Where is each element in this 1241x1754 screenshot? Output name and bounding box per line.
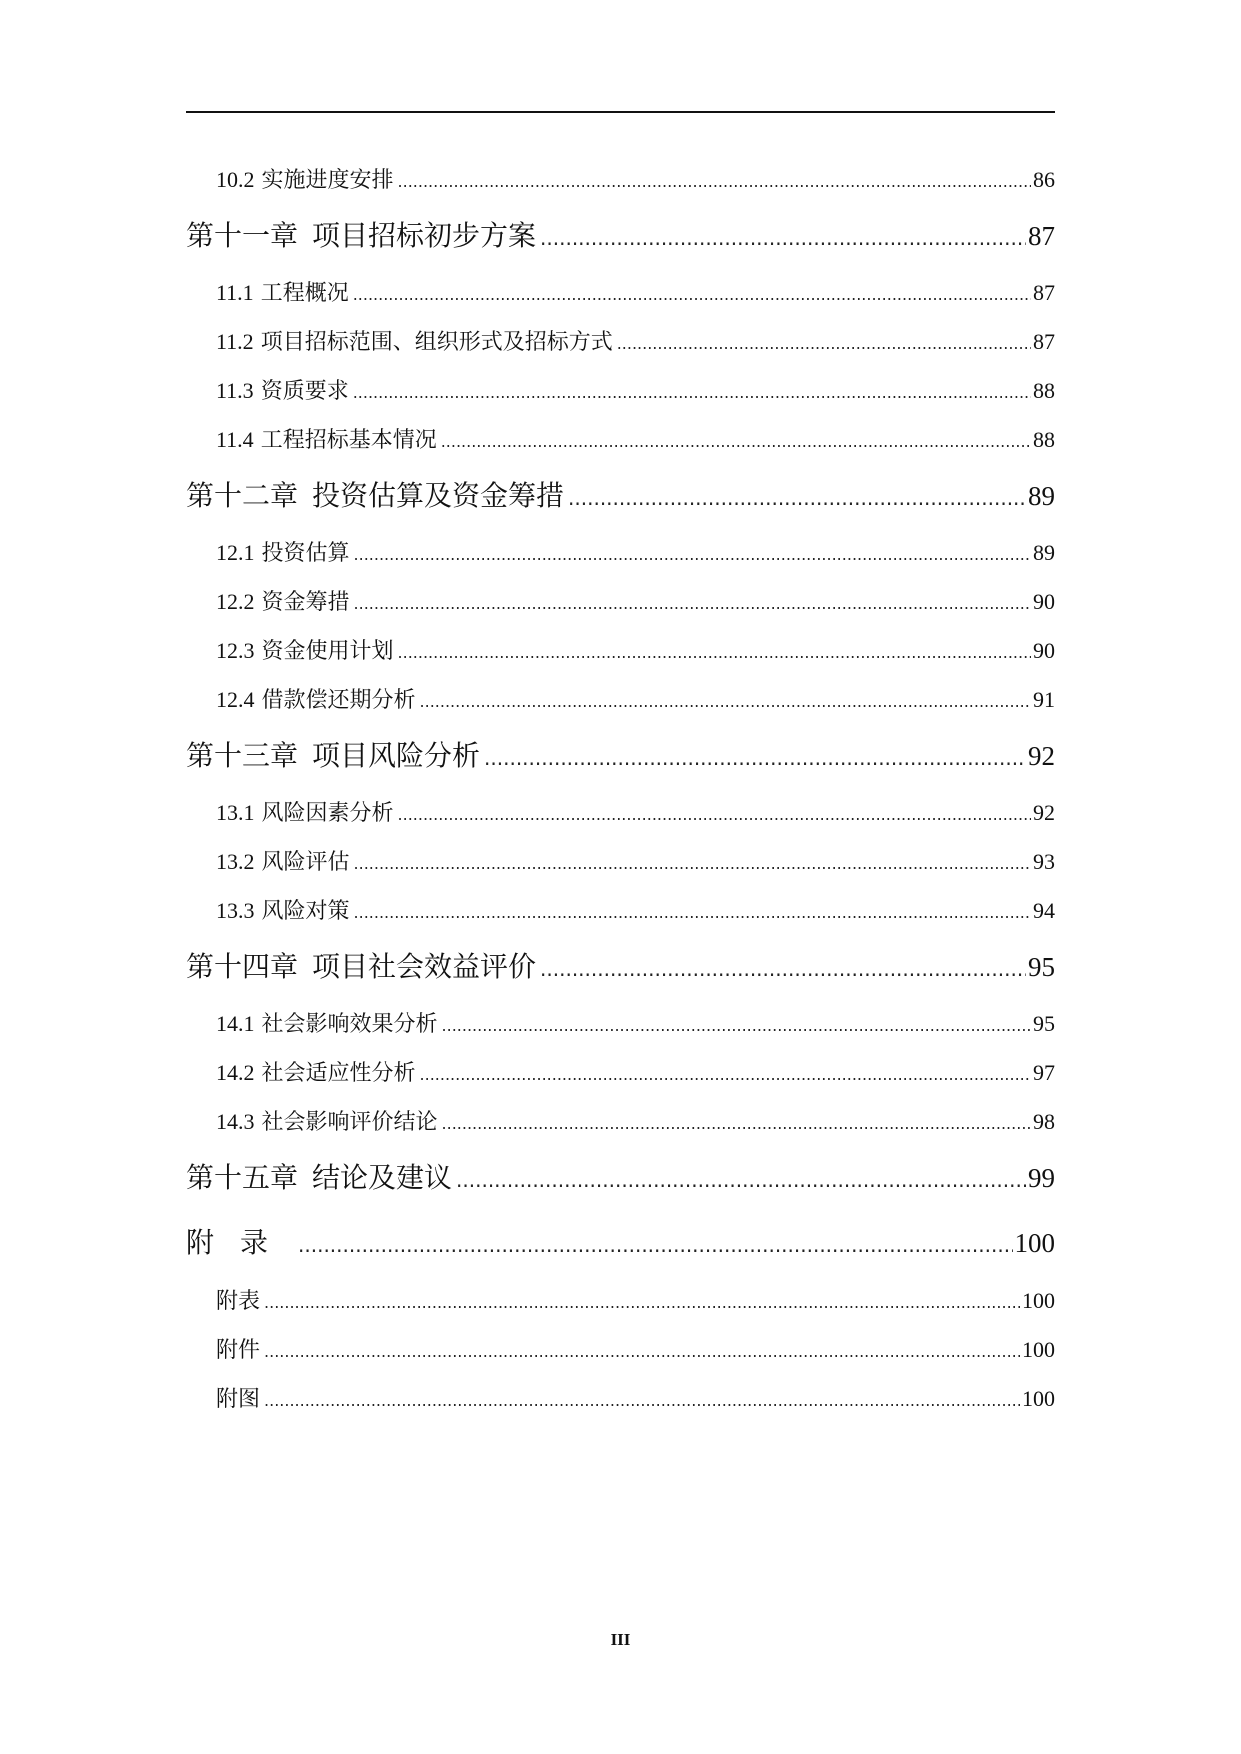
toc-entry-title: 附图	[216, 1387, 261, 1412]
dot-leader	[441, 417, 1031, 466]
toc-entry-title: 风险评估	[261, 850, 350, 875]
toc-chapter-number: 第十二章	[186, 479, 299, 512]
toc-page-number: 86	[1033, 167, 1055, 192]
toc-entry-title: 资金使用计划	[261, 639, 394, 664]
dot-leader	[568, 466, 1026, 530]
toc-entry-title: 实施进度安排	[261, 168, 394, 193]
dot-leader	[354, 839, 1031, 888]
toc-page-number: 95	[1028, 952, 1055, 982]
toc-entry-title: 投资估算	[261, 541, 350, 566]
toc-chapter-title: 结论及建议	[312, 1161, 453, 1194]
toc-appendix-item-attachments[interactable]	[186, 1325, 1055, 1374]
toc-appendix-title: 附录	[186, 1226, 295, 1259]
toc-entry-12-1[interactable]	[186, 528, 1055, 577]
dot-leader	[353, 368, 1031, 417]
page-number-footer: III	[610, 1630, 631, 1649]
dot-leader	[354, 530, 1031, 579]
toc-entry-13-1[interactable]	[186, 788, 1055, 837]
dot-leader	[354, 888, 1031, 937]
toc-page-number: 99	[1028, 1163, 1055, 1193]
toc-entry-title: 资质要求	[260, 379, 349, 404]
toc-chapter-number: 第十五章	[186, 1161, 299, 1194]
toc-entry-title: 工程概况	[260, 281, 349, 306]
toc-chapter-13[interactable]	[186, 724, 1055, 788]
toc-entry-number: 13.2	[216, 849, 255, 874]
toc-page-number: 89	[1033, 540, 1055, 565]
dot-leader	[398, 790, 1031, 839]
toc-entry-title: 资金筹措	[261, 590, 350, 615]
toc-chapter-11[interactable]	[186, 204, 1055, 268]
toc-page-number: 93	[1033, 849, 1055, 874]
toc-chapter-number: 第十一章	[186, 219, 299, 252]
toc-entry-13-2[interactable]	[186, 837, 1055, 886]
toc-entry-title: 风险因素分析	[261, 801, 394, 826]
toc-page-number: 100	[1022, 1386, 1055, 1411]
dot-leader	[540, 206, 1026, 270]
toc-entry-title: 借款偿还期分析	[261, 688, 416, 713]
toc-page-number: 100	[1022, 1337, 1055, 1362]
toc-page-number: 98	[1033, 1109, 1055, 1134]
toc-chapter-number: 第十三章	[186, 739, 299, 772]
toc-page-number: 90	[1033, 638, 1055, 663]
toc-entry-title: 风险对策	[261, 899, 350, 924]
toc-page-number: 95	[1033, 1011, 1055, 1036]
toc-entry-number: 11.1	[216, 280, 254, 305]
toc-chapter-number: 第十四章	[186, 950, 299, 983]
toc-chapter-title: 项目招标初步方案	[312, 219, 537, 252]
toc-entry-13-3[interactable]	[186, 886, 1055, 935]
dot-leader	[264, 1278, 1020, 1327]
dot-leader	[617, 319, 1031, 368]
toc-entry-number: 10.2	[216, 167, 255, 192]
toc-entry-number: 12.3	[216, 638, 255, 663]
toc-entry-11-3[interactable]	[186, 366, 1055, 415]
table-of-contents	[186, 155, 1055, 1423]
toc-page-number: 94	[1033, 898, 1055, 923]
toc-entry-11-2[interactable]	[186, 317, 1055, 366]
toc-entry-title: 项目招标范围、组织形式及招标方式	[260, 330, 613, 355]
dot-leader	[456, 1148, 1026, 1212]
toc-entry-title: 附表	[216, 1289, 261, 1314]
toc-chapter-12[interactable]	[186, 464, 1055, 528]
dot-leader	[484, 726, 1026, 790]
toc-entry-number: 11.4	[216, 427, 254, 452]
toc-entry-number: 11.2	[216, 329, 254, 354]
toc-entry-number: 14.3	[216, 1109, 255, 1134]
toc-entry-10-2[interactable]	[186, 155, 1055, 204]
dot-leader	[398, 157, 1031, 206]
toc-entry-title: 社会影响评价结论	[261, 1110, 438, 1135]
dot-leader	[442, 1001, 1031, 1050]
dot-leader	[420, 1050, 1031, 1099]
dot-leader	[298, 1212, 1012, 1278]
dot-leader	[420, 677, 1031, 726]
toc-page-number: 100	[1014, 1228, 1055, 1258]
toc-entry-11-4[interactable]	[186, 415, 1055, 464]
toc-entry-12-3[interactable]	[186, 626, 1055, 675]
toc-chapter-14[interactable]	[186, 935, 1055, 999]
toc-page-number: 92	[1033, 800, 1055, 825]
toc-entry-12-4[interactable]	[186, 675, 1055, 724]
dot-leader	[353, 270, 1031, 319]
toc-entry-11-1[interactable]	[186, 268, 1055, 317]
toc-page-number: 87	[1033, 329, 1055, 354]
toc-entry-title: 社会影响效果分析	[261, 1012, 438, 1037]
dot-leader	[398, 628, 1031, 677]
toc-page-number: 97	[1033, 1060, 1055, 1085]
toc-entry-number: 13.3	[216, 898, 255, 923]
toc-entry-number: 13.1	[216, 800, 255, 825]
toc-entry-12-2[interactable]	[186, 577, 1055, 626]
header-rule	[186, 111, 1055, 113]
dot-leader	[442, 1099, 1031, 1148]
toc-entry-number: 12.2	[216, 589, 255, 614]
toc-entry-14-1[interactable]	[186, 999, 1055, 1048]
toc-page-number: 90	[1033, 589, 1055, 614]
toc-page-number: 88	[1033, 427, 1055, 452]
dot-leader	[354, 579, 1031, 628]
toc-chapter-title: 项目社会效益评价	[312, 950, 537, 983]
toc-chapter-title: 投资估算及资金筹措	[312, 479, 565, 512]
toc-entry-title: 工程招标基本情况	[260, 428, 437, 453]
toc-entry-number: 14.1	[216, 1011, 255, 1036]
toc-chapter-15[interactable]	[186, 1146, 1055, 1210]
toc-appendix[interactable]	[186, 1210, 1055, 1276]
dot-leader	[264, 1376, 1020, 1425]
toc-entry-title: 社会适应性分析	[261, 1061, 416, 1086]
toc-page-number: 100	[1022, 1288, 1055, 1313]
toc-appendix-item-tables[interactable]	[186, 1276, 1055, 1325]
dot-leader	[540, 937, 1026, 1001]
toc-entry-title: 附件	[216, 1338, 261, 1363]
toc-page-number: 91	[1033, 687, 1055, 712]
toc-appendix-item-figures[interactable]	[186, 1374, 1055, 1423]
toc-entry-number: 11.3	[216, 378, 254, 403]
toc-chapter-title: 项目风险分析	[312, 739, 481, 772]
toc-page-number: 87	[1033, 280, 1055, 305]
toc-entry-14-2[interactable]	[186, 1048, 1055, 1097]
toc-page-number: 88	[1033, 378, 1055, 403]
dot-leader	[264, 1327, 1020, 1376]
toc-entry-number: 14.2	[216, 1060, 255, 1085]
toc-entry-number: 12.1	[216, 540, 255, 565]
toc-page-number: 92	[1028, 741, 1055, 771]
toc-page-number: 89	[1028, 481, 1055, 511]
toc-page-number: 87	[1028, 221, 1055, 251]
toc-entry-14-3[interactable]	[186, 1097, 1055, 1146]
toc-entry-number: 12.4	[216, 687, 255, 712]
